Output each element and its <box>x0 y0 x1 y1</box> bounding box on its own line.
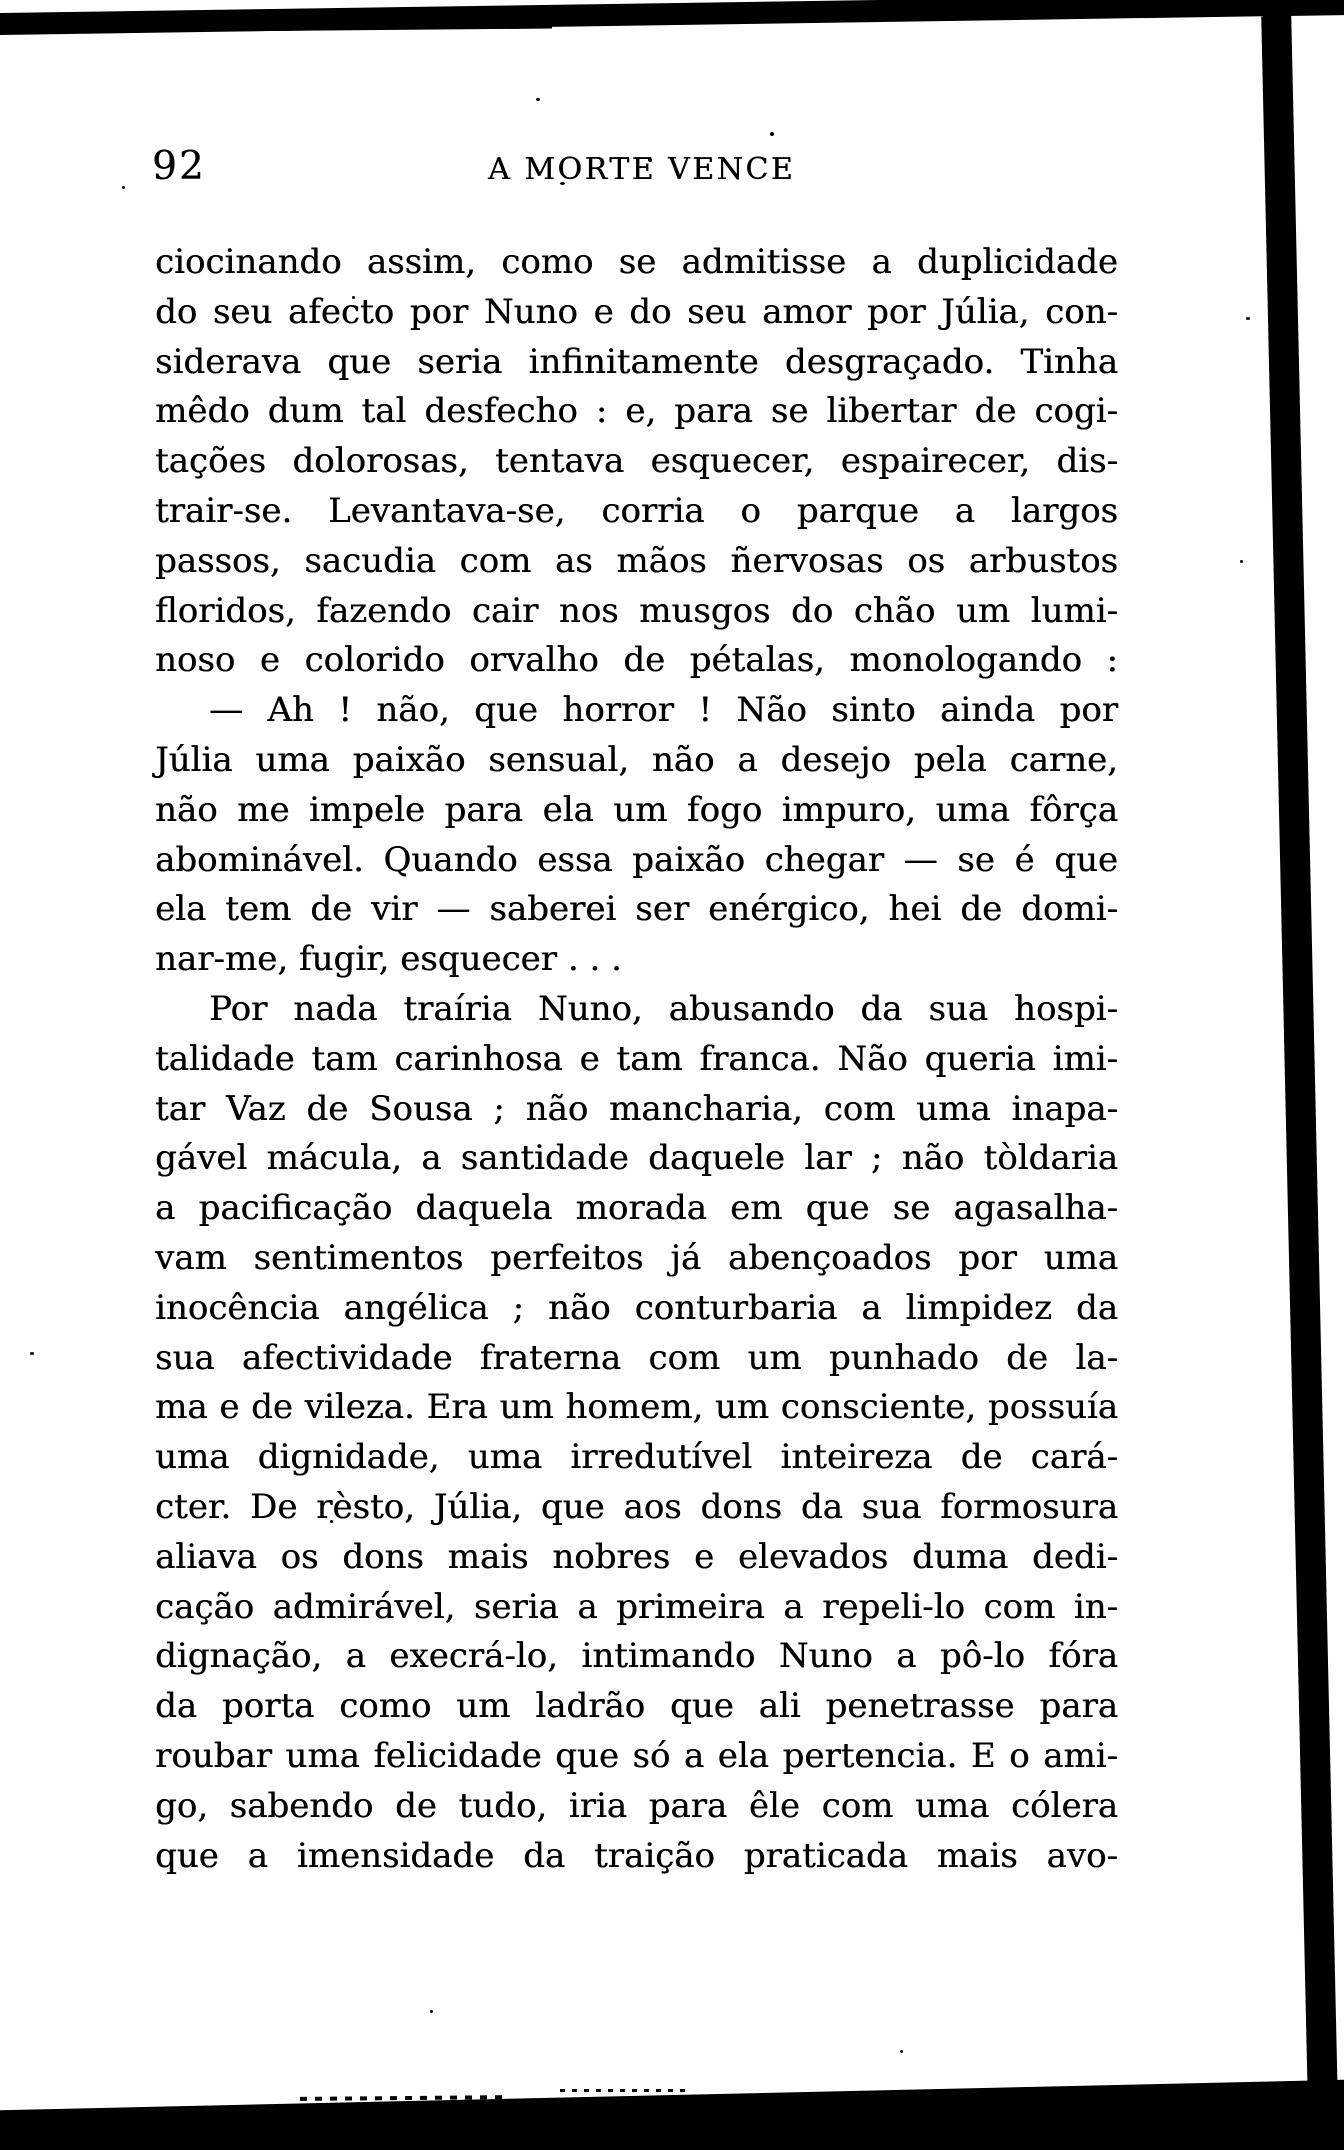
noise-dot <box>430 2010 433 2013</box>
text-line: mêdo dum tal desfecho : e, para se libertar de cogi- <box>155 391 1118 432</box>
text-line: trair-se. Levantava-se, corria o parque a largos <box>155 490 1118 531</box>
text-line: ela tem de vir — saberei ser enérgico, hei de domi- <box>155 889 1118 930</box>
text-line: abominável. Quando essa paixão chegar — se é que <box>155 839 1118 880</box>
text-line: Júlia uma paixão sensual, não a desejo pela carne, <box>155 739 1118 780</box>
text-line: ciocinando assim, como se admitisse a duplicidade <box>155 242 1118 282</box>
text-line: a pacificação daquela morada em que se agasalha- <box>155 1188 1118 1229</box>
text-line: inocência angélica ; não conturbaria a limpidez da <box>155 1287 1118 1328</box>
noise-dot <box>1240 560 1243 563</box>
text-line: tar Vaz de Sousa ; não mancharia, com uma inapa- <box>155 1088 1118 1129</box>
text-line: cação admirável, seria a primeira a repeli-lo com in- <box>155 1586 1118 1627</box>
text-line: ma e de vileza. Era um homem, um consciente, possuía <box>155 1387 1118 1428</box>
text-line: go, sabendo de tudo, iria para êle com uma cólera <box>155 1785 1118 1826</box>
text-line: Por nada traíria Nuno, abusando da sua hospi- <box>209 988 1118 1029</box>
text-line: siderava que seria infinitamente desgraçado. Tinha <box>155 341 1118 382</box>
text-line: do seu afecto por Nuno e do seu amor por Júlia, con- <box>155 291 1118 332</box>
text-line: cter. De rèsto, Júlia, que aos dons da sua formosura <box>155 1486 1118 1527</box>
text-line: que a imensidade da traição praticada mais avo- <box>155 1835 1118 1876</box>
text-line: tações dolorosas, tentava esquecer, espairecer, dis- <box>155 441 1118 482</box>
text-line: gável mácula, a santidade daquele lar ; não tòldaria <box>155 1138 1118 1179</box>
running-header: A MORTE VENCE <box>488 152 796 187</box>
noise-dot <box>536 98 540 101</box>
scan-edge-right-binding <box>1262 0 1338 2150</box>
body-text <box>155 238 1118 1881</box>
text-line: dignação, a execrá-lo, intimando Nuno a pô-lo fóra <box>155 1636 1118 1677</box>
text-line: noso e colorido orvalho de pétalas, monologando : <box>155 640 1118 681</box>
text-line: — Ah ! não, que horror ! Não sinto ainda por <box>209 690 1118 731</box>
text-line: passos, sacudia com as mãos ñervosas os arbustos <box>155 540 1118 581</box>
text-line: sua afectividade fraterna com um punhado de la- <box>155 1337 1118 1378</box>
text-line: não me impele para ela um fogo impuro, uma fôrça <box>155 789 1118 830</box>
text-line: vam sentimentos perfeitos já abençoados por uma <box>155 1237 1118 1278</box>
text-line: roubar uma felicidade que só a ela pertencia. E o ami- <box>155 1735 1118 1776</box>
noise-dot <box>122 186 125 189</box>
noise-dot <box>1246 317 1250 320</box>
page-number: 92 <box>152 144 206 189</box>
noise-dot <box>770 132 774 136</box>
text-line: nar-me, fugir, esquecer . . . <box>155 939 622 980</box>
text-line: da porta como um ladrão que ali penetrasse para <box>155 1686 1118 1727</box>
scan-edge-bottom-dash <box>560 2089 690 2092</box>
noise-dot <box>900 2050 903 2053</box>
text-line: uma dignidade, uma irredutível inteireza de cará- <box>155 1437 1118 1478</box>
text-line: aliava os dons mais nobres e elevados duma dedi- <box>155 1536 1118 1577</box>
noise-dot <box>30 1352 34 1355</box>
text-line: talidade tam carinhosa e tam franca. Não queria imi- <box>155 1038 1118 1079</box>
text-line: floridos, fazendo cair nos musgos do chão um lumi- <box>155 590 1118 631</box>
